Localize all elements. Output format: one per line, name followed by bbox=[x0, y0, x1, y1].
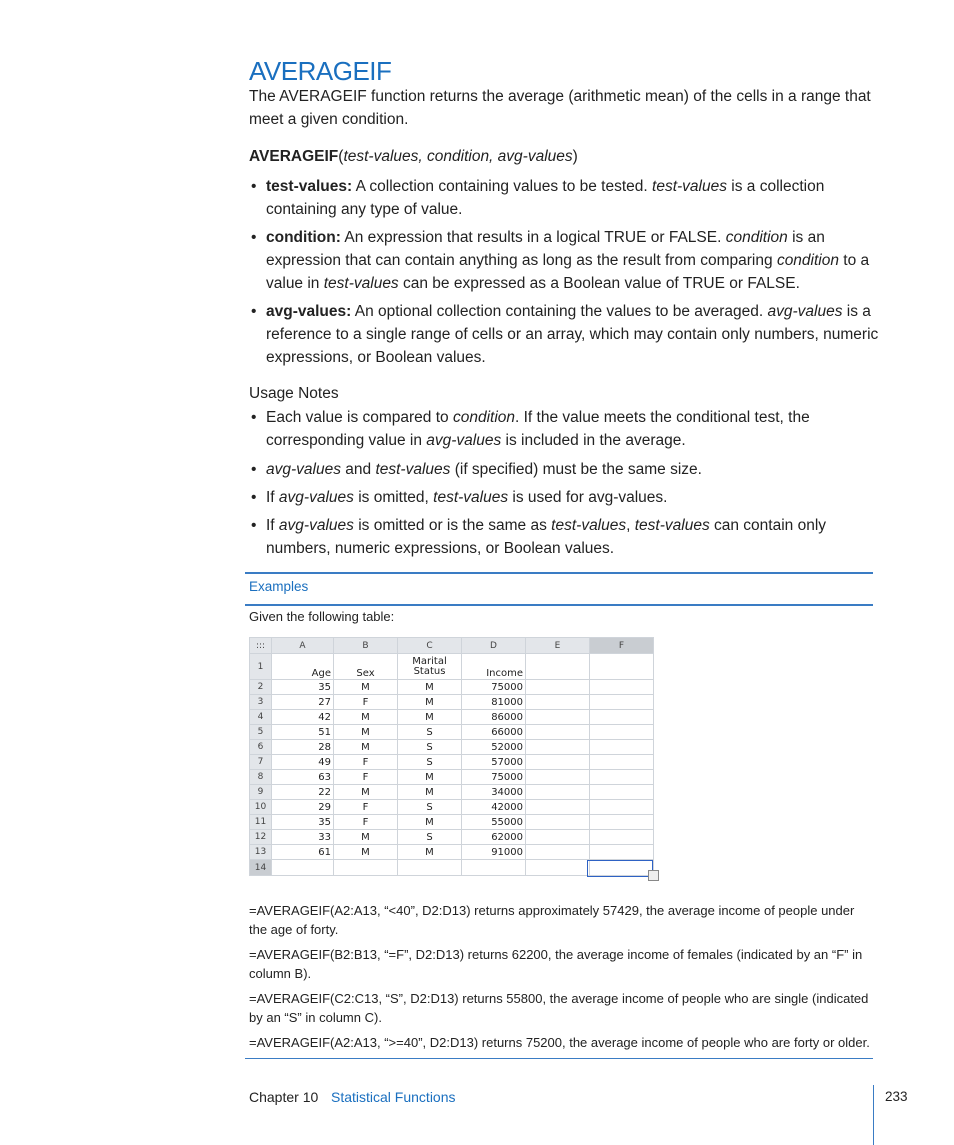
table-cell[interactable]: S bbox=[398, 800, 462, 815]
row-header[interactable]: 1 bbox=[250, 654, 272, 680]
table-cell[interactable]: M bbox=[398, 845, 462, 860]
row-header[interactable]: 6 bbox=[250, 740, 272, 755]
row-header[interactable]: 4 bbox=[250, 710, 272, 725]
table-cell[interactable]: 52000 bbox=[462, 740, 526, 755]
table-row bbox=[250, 800, 654, 815]
row-header[interactable]: 12 bbox=[250, 830, 272, 845]
table-cell[interactable]: M bbox=[398, 680, 462, 695]
usage-item: • If avg-values is omitted, test-values is used for avg-values. bbox=[251, 489, 668, 506]
table-cell[interactable] bbox=[526, 800, 590, 815]
examples-rule bbox=[245, 572, 873, 606]
table-row bbox=[250, 680, 654, 695]
table-cell[interactable]: 81000 bbox=[462, 695, 526, 710]
table-row bbox=[250, 845, 654, 860]
table-row bbox=[250, 755, 654, 770]
usage-item: • avg-values and test-values (if specified) must be the same size. bbox=[251, 461, 702, 478]
syntax-line bbox=[249, 145, 578, 168]
table-cell[interactable] bbox=[590, 770, 654, 785]
table-cell[interactable] bbox=[526, 815, 590, 830]
table-cell[interactable]: 61 bbox=[272, 845, 334, 860]
table-cell[interactable] bbox=[590, 845, 654, 860]
table-cell[interactable] bbox=[526, 695, 590, 710]
given-text: Given the following table: bbox=[249, 609, 395, 624]
table-cell[interactable]: 57000 bbox=[462, 755, 526, 770]
table-cell[interactable]: F bbox=[334, 800, 398, 815]
table-row bbox=[250, 785, 654, 800]
arg-label: test-values: bbox=[266, 178, 353, 195]
row-header-selected[interactable]: 14 bbox=[250, 860, 272, 876]
column-header[interactable]: E bbox=[526, 638, 590, 654]
spreadsheet-table bbox=[249, 637, 654, 876]
table-cell[interactable] bbox=[590, 800, 654, 815]
table-cell[interactable] bbox=[272, 860, 334, 876]
table-cell[interactable]: 62000 bbox=[462, 830, 526, 845]
table-cell[interactable]: Age bbox=[272, 654, 334, 680]
table-cell[interactable]: M bbox=[398, 785, 462, 800]
bottom-rule bbox=[245, 1058, 873, 1059]
table-cell[interactable]: M bbox=[334, 740, 398, 755]
usage-item: • Each value is compared to condition. If the value meets the conditional test, the corresponding value in avg-values is included in the average. bbox=[251, 409, 810, 449]
table-cell[interactable]: 91000 bbox=[462, 845, 526, 860]
spreadsheet bbox=[249, 637, 662, 885]
column-header[interactable]: D bbox=[462, 638, 526, 654]
sheet-body bbox=[250, 680, 654, 860]
table-cell[interactable]: 55000 bbox=[462, 815, 526, 830]
corner-cell[interactable]: ::: bbox=[250, 638, 272, 654]
result-paragraph: =AVERAGEIF(A2:A13, “<40”, D2:D13) returns approximately 57429, the average income of people under the age of forty. bbox=[249, 903, 855, 937]
table-cell[interactable]: 63 bbox=[272, 770, 334, 785]
table-cell[interactable] bbox=[590, 830, 654, 845]
table-cell[interactable]: S bbox=[398, 830, 462, 845]
row-header[interactable]: 10 bbox=[250, 800, 272, 815]
table-cell[interactable]: 75000 bbox=[462, 770, 526, 785]
table-cell[interactable]: 49 bbox=[272, 755, 334, 770]
table-cell[interactable] bbox=[590, 815, 654, 830]
table-row bbox=[250, 710, 654, 725]
row-header[interactable]: 5 bbox=[250, 725, 272, 740]
table-cell[interactable]: 34000 bbox=[462, 785, 526, 800]
result-paragraph: =AVERAGEIF(C2:C13, “S”, D2:D13) returns 55800, the average income of people who are single (indicated by an “S” in column C). bbox=[249, 991, 869, 1025]
table-cell[interactable]: 66000 bbox=[462, 725, 526, 740]
table-cell[interactable]: 86000 bbox=[462, 710, 526, 725]
table-cell[interactable] bbox=[526, 845, 590, 860]
footer-chapter: Chapter 10 bbox=[249, 1089, 319, 1105]
table-cell[interactable] bbox=[526, 710, 590, 725]
column-header[interactable]: C bbox=[398, 638, 462, 654]
table-cell[interactable] bbox=[590, 740, 654, 755]
table-cell[interactable]: Sex bbox=[334, 654, 398, 680]
table-row bbox=[250, 740, 654, 755]
table-cell[interactable] bbox=[462, 860, 526, 876]
table-cell[interactable] bbox=[526, 740, 590, 755]
table-cell[interactable] bbox=[590, 725, 654, 740]
row-header[interactable]: 13 bbox=[250, 845, 272, 860]
table-cell[interactable]: M bbox=[334, 710, 398, 725]
row-header[interactable]: 7 bbox=[250, 755, 272, 770]
table-cell[interactable] bbox=[526, 860, 590, 876]
page-number: 233 bbox=[885, 1089, 908, 1104]
table-cell[interactable]: 28 bbox=[272, 740, 334, 755]
table-cell[interactable]: M bbox=[334, 785, 398, 800]
table-cell[interactable] bbox=[590, 695, 654, 710]
table-row bbox=[250, 695, 654, 710]
table-cell[interactable]: M bbox=[334, 830, 398, 845]
table-row bbox=[250, 830, 654, 845]
syntax-name: AVERAGEIF bbox=[249, 148, 339, 165]
table-cell[interactable]: S bbox=[398, 740, 462, 755]
arg-item: • test-values: A collection containing values to be tested. test-values is a collection containing any type of value. bbox=[251, 178, 825, 218]
column-header[interactable]: B bbox=[334, 638, 398, 654]
arg-label: avg-values: bbox=[266, 303, 352, 320]
table-cell[interactable] bbox=[590, 785, 654, 800]
arg-item: • condition: An expression that results in a logical TRUE or FALSE. condition is an expression that can contain anything as long as the result from comparing condition to a value in test-values can be expressed as a Boolean value of TRUE or FALSE. bbox=[251, 229, 870, 292]
syntax-open: ( bbox=[338, 148, 344, 165]
row-header[interactable]: 3 bbox=[250, 695, 272, 710]
table-cell[interactable]: F bbox=[334, 755, 398, 770]
row-header[interactable]: 11 bbox=[250, 815, 272, 830]
table-cell[interactable]: M bbox=[334, 680, 398, 695]
row-header[interactable]: 9 bbox=[250, 785, 272, 800]
table-cell[interactable]: S bbox=[398, 725, 462, 740]
usage-heading: Usage Notes bbox=[249, 385, 339, 402]
table-cell[interactable] bbox=[526, 785, 590, 800]
table-cell[interactable] bbox=[590, 710, 654, 725]
table-cell[interactable]: F bbox=[334, 815, 398, 830]
table-cell[interactable] bbox=[526, 770, 590, 785]
table-cell[interactable]: M bbox=[334, 725, 398, 740]
table-cell[interactable] bbox=[526, 830, 590, 845]
table-row bbox=[250, 815, 654, 830]
table-cell[interactable] bbox=[590, 755, 654, 770]
table-cell[interactable]: 35 bbox=[272, 680, 334, 695]
table-cell[interactable] bbox=[526, 725, 590, 740]
table-cell[interactable]: 35 bbox=[272, 815, 334, 830]
table-cell[interactable]: 75000 bbox=[462, 680, 526, 695]
usage-item: • If avg-values is omitted or is the same as test-values, test-values can contain only numbers, numeric expressions, or Boolean values. bbox=[251, 517, 827, 557]
table-cell[interactable]: 42000 bbox=[462, 800, 526, 815]
table-cell[interactable]: 27 bbox=[272, 695, 334, 710]
result-paragraph: =AVERAGEIF(A2:A13, “>=40”, D2:D13) returns 75200, the average income of people who are forty or older. bbox=[249, 1035, 870, 1050]
footer-rule bbox=[873, 1085, 874, 1145]
table-cell[interactable]: F bbox=[334, 695, 398, 710]
page-title: AVERAGEIF bbox=[249, 56, 392, 86]
table-row bbox=[250, 770, 654, 785]
table-cell[interactable]: 33 bbox=[272, 830, 334, 845]
column-header-selected[interactable]: F bbox=[590, 638, 654, 654]
table-cell[interactable] bbox=[334, 860, 398, 876]
table-cell[interactable]: Marital Status bbox=[398, 654, 462, 680]
table-cell[interactable]: 29 bbox=[272, 800, 334, 815]
selected-cell-outline[interactable] bbox=[587, 860, 653, 877]
footer-section-link[interactable]: Statistical Functions bbox=[331, 1089, 456, 1105]
arg-label: condition: bbox=[266, 229, 341, 246]
table-cell[interactable]: 42 bbox=[272, 710, 334, 725]
table-cell[interactable]: F bbox=[334, 770, 398, 785]
table-cell[interactable] bbox=[526, 755, 590, 770]
examples-heading: Examples bbox=[249, 579, 309, 594]
table-cell[interactable] bbox=[526, 680, 590, 695]
table-row bbox=[250, 725, 654, 740]
arg-item: • avg-values: An optional collection containing the values to be averaged. avg-values is a reference to a single range of cells or an array, which may contain only numbers, numeric expressions, or Boolean values. bbox=[251, 303, 879, 366]
column-header[interactable]: A bbox=[272, 638, 334, 654]
table-cell[interactable]: M bbox=[398, 815, 462, 830]
syntax-close: ) bbox=[572, 148, 578, 165]
resize-handle[interactable] bbox=[648, 870, 659, 881]
intro-paragraph: The AVERAGEIF function returns the average (arithmetic mean) of the cells in a range that meet a given condition. bbox=[249, 88, 871, 128]
syntax-args: test-values, condition, avg-values bbox=[343, 148, 573, 165]
result-paragraph: =AVERAGEIF(B2:B13, “=F”, D2:D13) returns 62200, the average income of females (indicated by an “F” in column B). bbox=[249, 947, 863, 981]
row-header[interactable]: 8 bbox=[250, 770, 272, 785]
table-cell[interactable]: M bbox=[398, 710, 462, 725]
table-cell[interactable]: M bbox=[398, 770, 462, 785]
table-cell[interactable] bbox=[590, 654, 654, 680]
table-cell[interactable]: M bbox=[334, 845, 398, 860]
table-cell[interactable] bbox=[398, 860, 462, 876]
table-cell[interactable]: S bbox=[398, 755, 462, 770]
table-cell[interactable]: 22 bbox=[272, 785, 334, 800]
row-header[interactable]: 2 bbox=[250, 680, 272, 695]
table-cell[interactable]: Income bbox=[462, 654, 526, 680]
table-cell[interactable] bbox=[590, 680, 654, 695]
table-cell[interactable]: M bbox=[398, 695, 462, 710]
table-cell[interactable] bbox=[526, 654, 590, 680]
table-cell[interactable]: 51 bbox=[272, 725, 334, 740]
